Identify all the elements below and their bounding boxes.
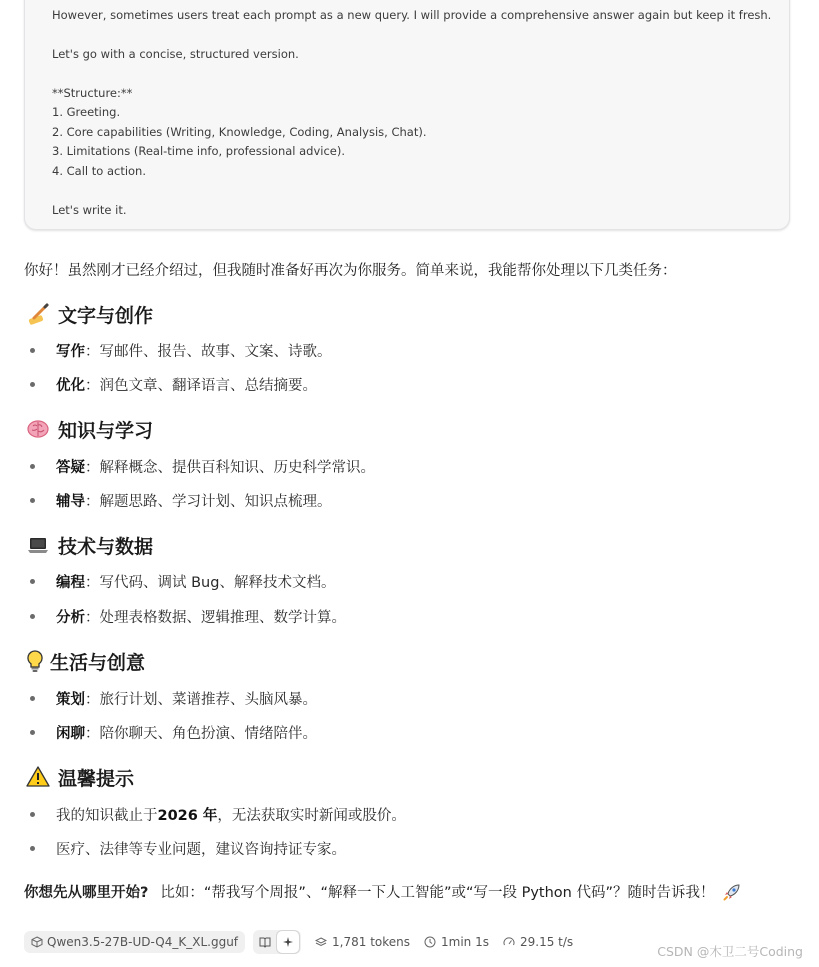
thinking-line: 3. Limitations (Real-time info, professional advice). [52,144,346,158]
item-label: 答疑 [56,459,85,476]
generation-time: 1min 1s [424,935,489,949]
thinking-line: 2. Core capabilities (Writing, Knowledge, Coding, Analysis, Chat). [52,125,427,139]
thinking-line: Let's go with a concise, structured version. [52,47,299,61]
layers-icon [315,936,327,948]
gauge-icon [503,936,515,948]
item-label: 闲聊 [56,725,85,742]
item-text: ：润色文章、翻译语言、总结摘要。 [85,377,317,394]
section-heading [26,301,153,327]
section-heading [26,532,153,558]
item-text: ：陪你聊天、角色扮演、情绪陪伴。 [85,725,317,742]
call-to-action [24,881,742,902]
section-heading [26,764,134,790]
list-item [30,373,317,395]
item-label: 分析 [56,609,85,626]
item-label: 写作 [56,343,85,360]
laptop-icon [26,533,50,557]
list-item [30,803,406,825]
section-title: 温馨提示 [58,767,135,790]
token-count: 1,781 tokens [315,935,410,949]
section-heading [26,416,153,442]
item-text: ，无法获取实时新闻或股价。 [217,807,406,824]
item-text: ：解题思路、学习计划、知识点梳理。 [85,493,332,510]
list-item [30,455,375,477]
section-title: 知识与学习 [58,419,154,442]
cta-question: 你想先从哪里开始? [24,885,149,901]
thinking-line: However, sometimes users treat each prompt as a new query. I will provide a comprehensive answer again but keep it fresh. [52,8,772,22]
thinking-line: 1. Greeting. [52,105,121,119]
list-item [30,687,317,709]
thinking-line: Let's write it. [52,203,127,217]
item-text: ：处理表格数据、逻辑推理、数学计算。 [85,609,346,626]
list-item [30,605,346,627]
lightbulb-icon [26,649,44,673]
thinking-panel [24,0,790,230]
item-label: 编程 [56,574,85,591]
sparkle-icon[interactable] [277,931,299,953]
rocket-icon [722,882,742,902]
section-heading [26,648,145,674]
section-title: 生活与创意 [50,651,146,674]
item-text: ：写邮件、报告、故事、文案、诗歌。 [85,343,332,360]
model-name: Qwen3.5-27B-UD-Q4_K_XL.gguf [47,935,239,949]
view-toggle [253,930,301,954]
book-icon[interactable] [254,931,276,953]
item-text: 我的知识截止于 [56,807,158,824]
list-item [30,837,346,859]
message-footer [24,930,573,954]
list-item [30,339,332,361]
clock-icon [424,936,436,948]
section-title: 文字与创作 [58,304,154,327]
watermark: CSDN @木卫二号Coding [657,944,803,959]
list-item [30,570,335,592]
item-emphasis: 2026 年 [157,807,218,824]
cube-icon [31,936,43,948]
item-text: ：写代码、调试 Bug、解释技术文档。 [85,574,336,591]
writing-hand-icon [26,302,50,326]
item-label: 优化 [56,377,85,394]
section-title: 技术与数据 [58,535,154,558]
item-text: ：旅行计划、菜谱推荐、头脑风暴。 [85,691,317,708]
thinking-line: 4. Call to action. [52,164,147,178]
thinking-line: **Structure:** [52,86,133,100]
list-item [30,721,317,743]
item-text: ：解释概念、提供百科知识、历史科学常识。 [85,459,375,476]
item-text: 医疗、法律等专业问题，建议咨询持证专家。 [56,841,346,858]
answer-intro: 你好！虽然刚才已经介绍过，但我随时准备好再次为你服务。简单来说，我能帮你处理以下几类任务： [24,263,677,279]
item-label: 策划 [56,691,85,708]
list-item [30,489,332,511]
item-label: 辅导 [56,493,85,510]
warning-icon [26,765,50,789]
model-badge[interactable] [24,931,245,953]
tokens-per-second: 29.15 t/s [503,935,573,949]
brain-icon [26,417,50,441]
cta-text: 比如：“帮我写个周报”、“解释一下人工智能”或“写一段 Python 代码”？随时告诉我！ [160,885,715,901]
